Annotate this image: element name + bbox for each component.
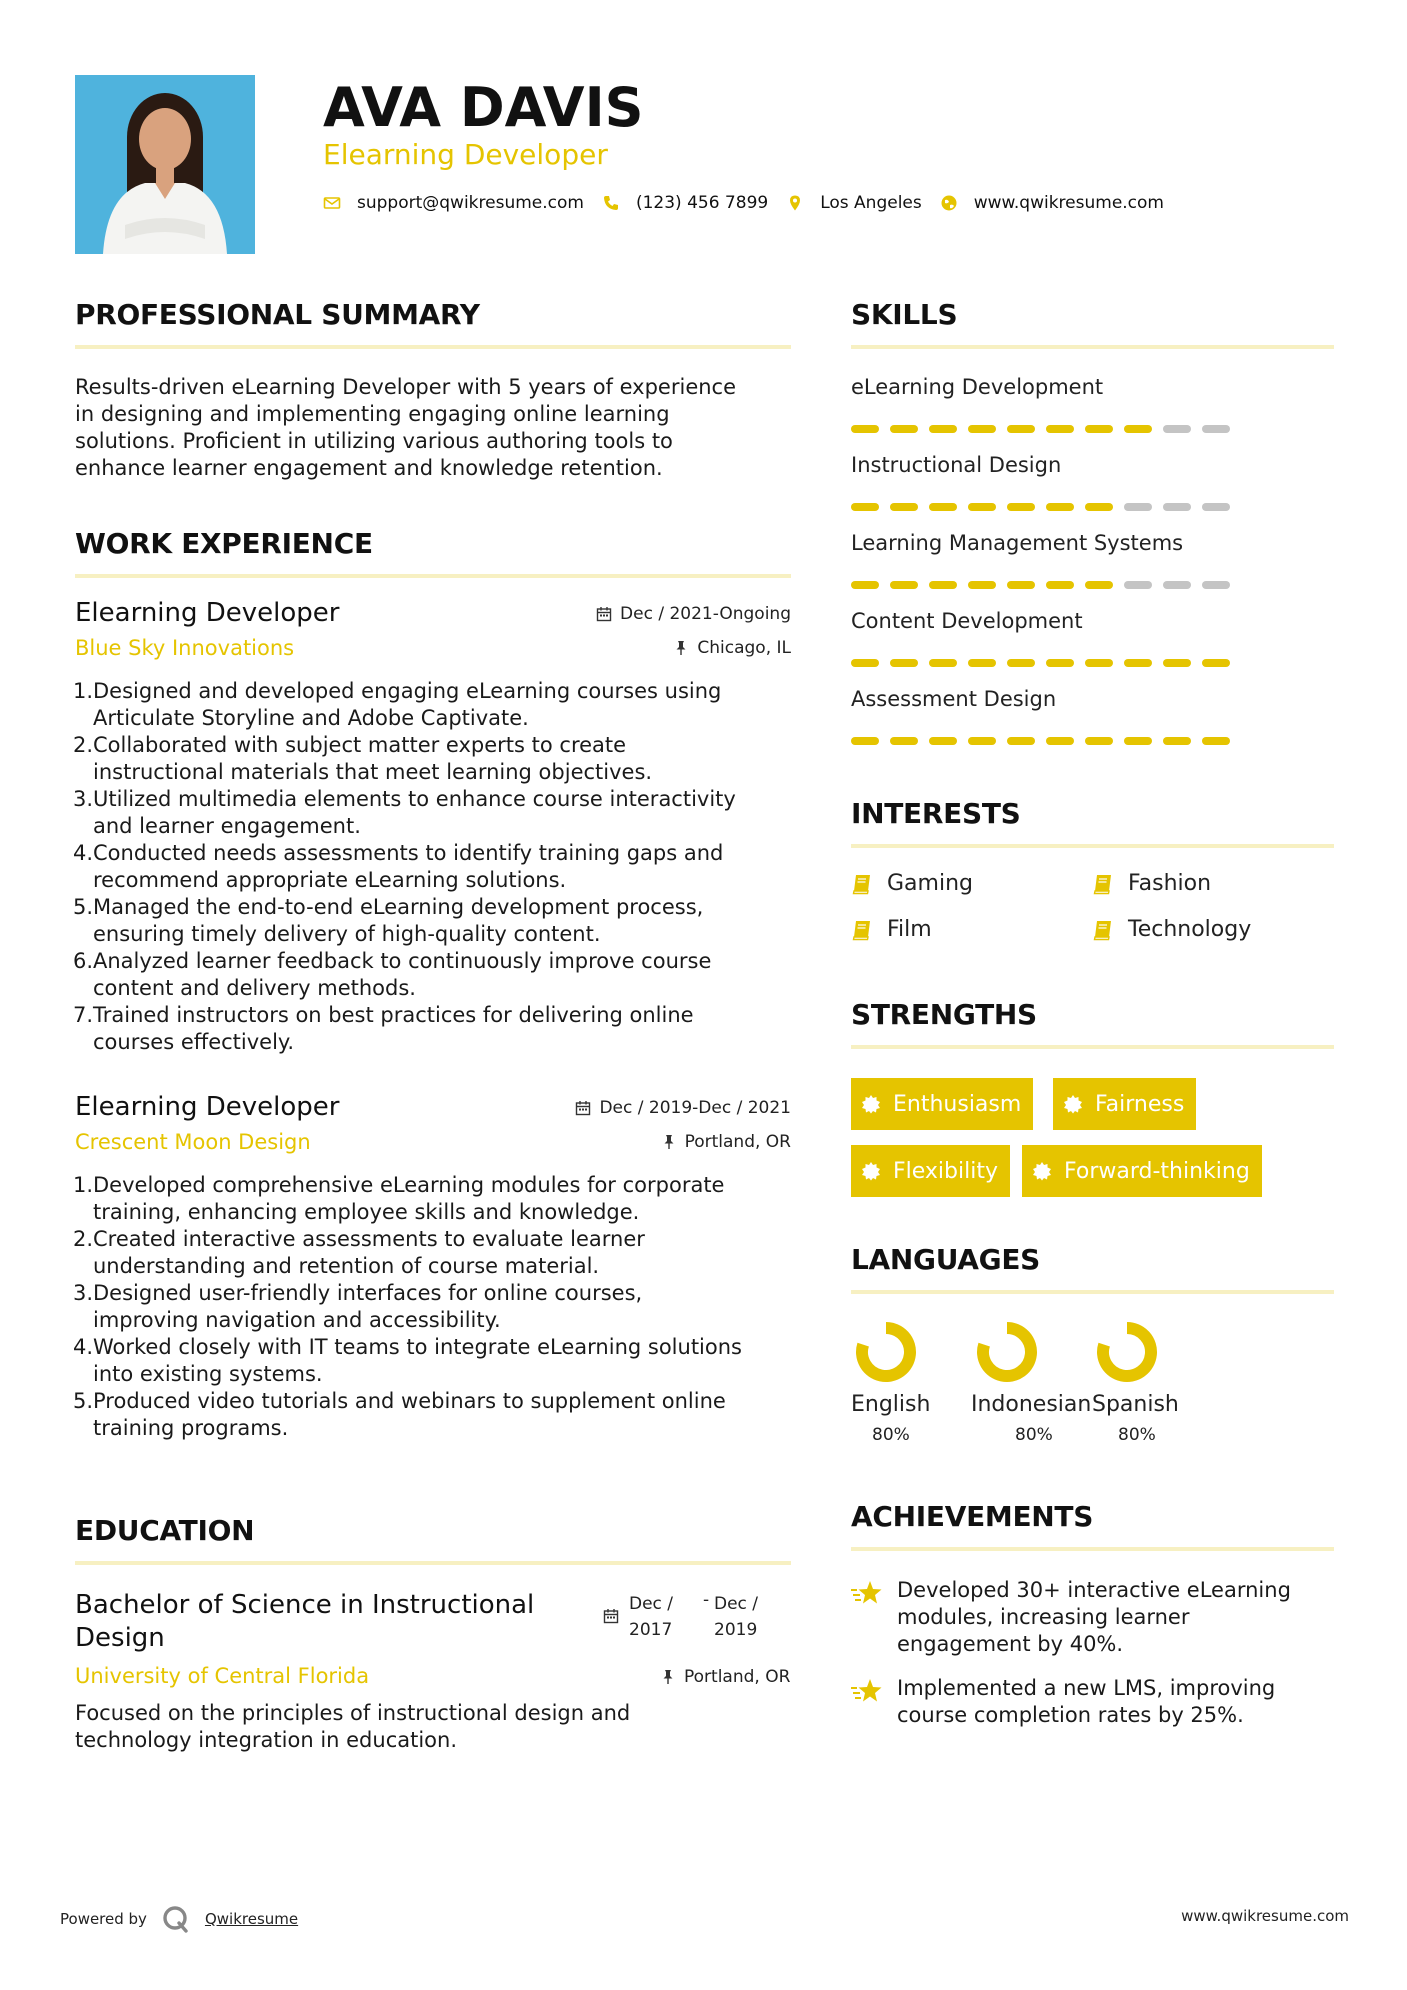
bullet-line: Trained instructors on best practices for delivering online [93, 1003, 694, 1027]
job-bullets [75, 1172, 791, 1442]
language-proficiency-ring [976, 1321, 1038, 1383]
language-name: Spanish [1092, 1392, 1179, 1417]
skill-dash-filled [968, 581, 996, 589]
bullet-line: instructional materials that meet learning objectives. [93, 760, 653, 784]
achievement-item [851, 1577, 1331, 1658]
education-date-sep: - [703, 1590, 710, 1610]
education-location-text: Portland, OR [684, 1667, 791, 1687]
skill-item [851, 609, 1331, 667]
bullet-line: Developed comprehensive eLearning modules for corporate [93, 1173, 725, 1197]
book-icon [1092, 873, 1114, 895]
list-item [93, 678, 791, 732]
job-location-text: Chicago, IL [697, 638, 791, 658]
bullet-line: content and delivery methods. [93, 976, 416, 1000]
summary-text [75, 374, 791, 482]
contact-bar [323, 193, 1182, 213]
calendar-icon [575, 1100, 591, 1116]
brand-link[interactable]: Qwikresume [204, 1910, 299, 1928]
job-title: Elearning Developer [75, 598, 340, 628]
skill-dash-filled [929, 737, 957, 745]
job-date-text: Dec / 2019-Dec / 2021 [599, 1098, 791, 1118]
bullet-line: training, enhancing employee skills and knowledge. [93, 1200, 640, 1224]
pushpin-icon [661, 1134, 677, 1150]
language-ring-arc [983, 1328, 1031, 1376]
bullet-line: Utilized multimedia elements to enhance course interactivity [93, 787, 736, 811]
skill-dash-filled [1007, 425, 1035, 433]
list-item [93, 786, 791, 840]
skill-dash-filled [1007, 659, 1035, 667]
skill-dash-filled [851, 737, 879, 745]
star-icon [851, 1579, 883, 1607]
achievements-divider [851, 1547, 1334, 1551]
skill-dash-filled [1046, 503, 1074, 511]
bullet-line: courses effectively. [93, 1030, 295, 1054]
globe-icon [940, 194, 958, 212]
skill-dash-empty [1202, 581, 1230, 589]
contact-website[interactable] [940, 193, 1164, 213]
summary-heading: PROFESSIONAL SUMMARY [75, 298, 480, 331]
skill-dash-filled [890, 503, 918, 511]
summary-divider [75, 345, 791, 349]
summary-line: Results-driven eLearning Developer with 5 years of experience [75, 375, 737, 399]
language-name: English [851, 1392, 931, 1417]
skill-dash-filled [1085, 581, 1113, 589]
skill-name: eLearning Development [851, 375, 1104, 399]
education-heading: EDUCATION [75, 1514, 255, 1547]
achievement-line: modules, increasing learner [897, 1605, 1190, 1629]
skill-dash-filled [1202, 659, 1230, 667]
list-item [93, 894, 791, 948]
strength-label: Fairness [1095, 1091, 1185, 1117]
book-icon [851, 919, 873, 941]
achievement-line: engagement by 40%. [897, 1632, 1124, 1656]
language-proficiency-ring [1096, 1321, 1158, 1383]
bullet-line: into existing systems. [93, 1362, 323, 1386]
skill-dash-filled [1202, 737, 1230, 745]
summary-line: in designing and implementing engaging online learning [75, 402, 670, 426]
contact-location [786, 193, 922, 213]
education-divider [75, 1561, 791, 1565]
education-date-start [629, 1591, 673, 1643]
skill-name: Instructional Design [851, 453, 1062, 477]
bullet-line: recommend appropriate eLearning solutions. [93, 868, 567, 892]
bullet-line: and learner engagement. [93, 814, 361, 838]
skill-dash-filled [890, 425, 918, 433]
website-text: www.qwikresume.com [973, 193, 1164, 213]
candidate-title: Elearning Developer [323, 138, 608, 171]
job-company: Blue Sky Innovations [75, 636, 295, 660]
skills-heading: SKILLS [851, 298, 958, 331]
skill-dash-filled [929, 503, 957, 511]
description-line: technology integration in education. [75, 1728, 458, 1752]
bullet-line: training programs. [93, 1416, 289, 1440]
skill-dash-filled [968, 659, 996, 667]
language-ring-arc [1103, 1328, 1151, 1376]
phone-icon [602, 194, 620, 212]
school-name: University of Central Florida [75, 1664, 370, 1688]
skill-dash-filled [1124, 425, 1152, 433]
language-percent: 80% [872, 1425, 910, 1445]
achievement-item [851, 1675, 1331, 1729]
achievements-heading: ACHIEVEMENTS [851, 1500, 1094, 1533]
strength-chip [851, 1145, 1010, 1197]
skill-dash-filled [1007, 581, 1035, 589]
bullet-line: Collaborated with subject matter experts to create [93, 733, 627, 757]
job-title: Elearning Developer [75, 1092, 340, 1122]
bullet-line: ensuring timely delivery of high-quality content. [93, 922, 601, 946]
languages-heading: LANGUAGES [851, 1243, 1041, 1276]
skill-dash-filled [1007, 737, 1035, 745]
skill-dash-filled [1085, 503, 1113, 511]
interest-label: Fashion [1128, 871, 1212, 896]
interest-label: Film [887, 917, 932, 942]
skill-dash-filled [929, 425, 957, 433]
skill-dash-filled [890, 581, 918, 589]
job-date-text: Dec / 2021-Ongoing [620, 604, 791, 624]
skill-item [851, 531, 1331, 589]
achievement-line: Implemented a new LMS, improving [897, 1676, 1276, 1700]
list-item [93, 1280, 791, 1334]
job-date [596, 604, 791, 624]
language-name: Indonesian [971, 1392, 1092, 1417]
list-item [93, 1002, 791, 1056]
skill-dash-filled [1163, 737, 1191, 745]
skill-dash-empty [1163, 503, 1191, 511]
interests-divider [851, 844, 1334, 848]
education-date-end [714, 1591, 758, 1643]
work-divider [75, 574, 791, 578]
date-line: Dec / [629, 1594, 674, 1614]
calendar-icon [596, 606, 612, 622]
bullet-line: Conducted needs assessments to identify training gaps and [93, 841, 724, 865]
skill-dash-empty [1202, 503, 1230, 511]
bullet-line: understanding and retention of course material. [93, 1254, 600, 1278]
list-item [93, 840, 791, 894]
skill-dash-filled [1046, 425, 1074, 433]
skill-name: Learning Management Systems [851, 531, 1184, 555]
skill-dash-empty [1163, 425, 1191, 433]
skills-divider [851, 345, 1334, 349]
star-icon [851, 1677, 883, 1705]
skill-item [851, 453, 1331, 511]
date-line: Dec / [714, 1594, 759, 1614]
book-icon [851, 873, 873, 895]
skill-dash-filled [929, 659, 957, 667]
language-proficiency-ring [855, 1321, 917, 1383]
job-company: Crescent Moon Design [75, 1130, 311, 1154]
skill-item [851, 375, 1331, 433]
interests-heading: INTERESTS [851, 797, 1021, 830]
strength-label: Flexibility [893, 1158, 998, 1184]
bullet-line: improving navigation and accessibility. [93, 1308, 501, 1332]
job-entry [75, 1092, 791, 1442]
strength-chip [1053, 1078, 1196, 1130]
skill-dash-filled [1085, 425, 1113, 433]
summary-line: solutions. Proficient in utilizing various authoring tools to [75, 429, 673, 453]
education-description [75, 1700, 791, 1754]
skill-dash-filled [890, 737, 918, 745]
date-line: 2019 [714, 1620, 758, 1640]
contact-email[interactable] [323, 193, 584, 213]
summary-line: enhance learner engagement and knowledge retention. [75, 456, 663, 480]
language-percent: 80% [1118, 1425, 1156, 1445]
interest-item [1092, 917, 1251, 942]
profile-photo-illustration [75, 75, 255, 254]
date-line: 2017 [629, 1620, 673, 1640]
bullet-line: Managed the end-to-end eLearning development process, [93, 895, 704, 919]
profile-photo [75, 75, 255, 254]
job-date [575, 1098, 791, 1118]
candidate-name: AVA DAVIS [323, 76, 644, 139]
badge-icon [861, 1161, 881, 1181]
skill-dash-filled [968, 425, 996, 433]
work-heading: WORK EXPERIENCE [75, 527, 373, 560]
list-item [93, 948, 791, 1002]
map-pin-icon [786, 194, 804, 212]
strength-chip [1022, 1145, 1262, 1197]
strength-label: Enthusiasm [893, 1091, 1022, 1117]
skill-rating [851, 737, 1331, 745]
skill-dash-filled [1124, 659, 1152, 667]
bullet-line: Analyzed learner feedback to continuously improve course [93, 949, 712, 973]
skill-dash-empty [1124, 503, 1152, 511]
skill-dash-filled [1085, 659, 1113, 667]
skill-dash-filled [1085, 737, 1113, 745]
badge-icon [1063, 1094, 1083, 1114]
skill-dash-empty [1202, 425, 1230, 433]
bullet-line: Worked closely with IT teams to integrate eLearning solutions [93, 1335, 742, 1359]
description-line: Focused on the principles of instructional design and [75, 1701, 631, 1725]
interest-label: Technology [1128, 917, 1252, 942]
list-item [93, 1172, 791, 1226]
phone-text: (123) 456 7899 [635, 193, 769, 213]
badge-icon [861, 1094, 881, 1114]
skill-dash-filled [851, 659, 879, 667]
degree-title [75, 1589, 595, 1655]
contact-phone[interactable] [602, 193, 768, 213]
skill-dash-filled [1046, 737, 1074, 745]
degree-line: Bachelor of Science in Instructional [75, 1590, 535, 1620]
skill-rating [851, 425, 1331, 433]
degree-line: Design [75, 1623, 165, 1653]
location-text: Los Angeles [820, 193, 922, 213]
skill-rating [851, 503, 1331, 511]
skill-dash-filled [851, 503, 879, 511]
bullet-line: Produced video tutorials and webinars to supplement online [93, 1389, 726, 1413]
skill-dash-filled [1046, 581, 1074, 589]
envelope-icon [323, 194, 341, 212]
skill-dash-filled [851, 581, 879, 589]
bullet-line: Designed user-friendly interfaces for online courses, [93, 1281, 643, 1305]
skill-dash-filled [929, 581, 957, 589]
language-ring-arc [862, 1328, 910, 1376]
skill-dash-empty [1163, 581, 1191, 589]
strengths-heading: STRENGTHS [851, 998, 1037, 1031]
interest-item [851, 917, 932, 942]
bullet-line: Designed and developed engaging eLearning courses using [93, 679, 722, 703]
interest-label: Gaming [887, 871, 973, 896]
job-entry [75, 598, 791, 1056]
list-item [93, 1226, 791, 1280]
skill-name: Content Development [851, 609, 1083, 633]
skill-dash-filled [851, 425, 879, 433]
job-location-text: Portland, OR [684, 1132, 791, 1152]
achievement-line: course completion rates by 25%. [897, 1703, 1244, 1727]
bullet-line: Articulate Storyline and Adobe Captivate. [93, 706, 529, 730]
languages-divider [851, 1290, 1334, 1294]
skill-rating [851, 659, 1331, 667]
skill-dash-filled [968, 737, 996, 745]
calendar-icon [603, 1608, 619, 1624]
interest-item [1092, 871, 1211, 896]
skill-dash-filled [890, 659, 918, 667]
skill-item [851, 687, 1331, 745]
strengths-divider [851, 1045, 1334, 1049]
pushpin-icon [660, 1669, 676, 1685]
list-item [93, 1388, 791, 1442]
achievement-line: Developed 30+ interactive eLearning [897, 1578, 1291, 1602]
skill-name: Assessment Design [851, 687, 1057, 711]
skill-dash-filled [1163, 659, 1191, 667]
skill-dash-filled [1124, 737, 1152, 745]
job-location [661, 1132, 791, 1152]
interest-item [851, 871, 973, 896]
powered-by-text: Powered by [60, 1910, 147, 1928]
strength-chip [851, 1078, 1033, 1130]
strength-label: Forward-thinking [1064, 1158, 1250, 1184]
badge-icon [1032, 1161, 1052, 1181]
qwikresume-logo-icon[interactable] [161, 1904, 191, 1934]
job-location [673, 638, 791, 658]
job-bullets [75, 678, 791, 1056]
footer-website[interactable]: www.qwikresume.com [1181, 1907, 1349, 1925]
list-item [93, 732, 791, 786]
pushpin-icon [673, 640, 689, 656]
list-item [93, 1334, 791, 1388]
language-percent: 80% [1015, 1425, 1053, 1445]
skill-dash-empty [1124, 581, 1152, 589]
skill-dash-filled [968, 503, 996, 511]
footer-powered-by [60, 1904, 298, 1934]
email-text: support@qwikresume.com [357, 193, 584, 213]
skill-rating [851, 581, 1331, 589]
book-icon [1092, 919, 1114, 941]
skill-dash-filled [1046, 659, 1074, 667]
bullet-line: Created interactive assessments to evaluate learner [93, 1227, 645, 1251]
skill-dash-filled [1007, 503, 1035, 511]
